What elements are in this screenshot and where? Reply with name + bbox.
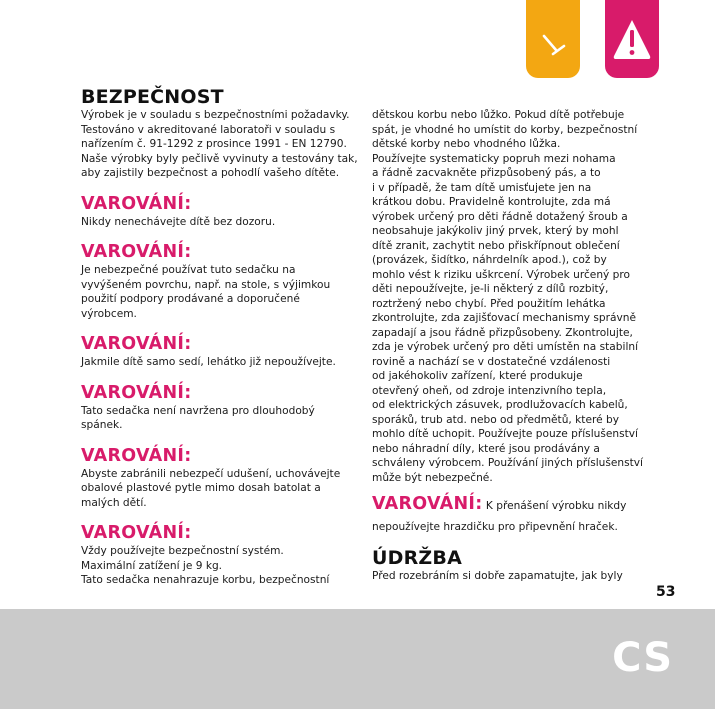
warning-block	[81, 522, 366, 588]
maintenance-section	[372, 547, 644, 584]
safety-intro: Výrobek je v souladu s bezpečnostními požadavky. Testováno v akreditované laboratoři v souladu s nařízením č. 91-1292 z prosince 1991 - EN 12790. Naše výrobky byly pečlivě vyvinuty a testovány tak, aby zajistily bezpečnost a pohodlí vašeho dítěte.	[81, 109, 358, 179]
warning-text: K přenášení výrobku nikdy nepoužívejte hrazdičku pro připevnění hraček.	[372, 500, 627, 533]
warning-text: Vždy používejte bezpečnostní systém. Maximální zatížení je 9 kg. Tato sedačka nenahrazuje korbu, bezpečnostní	[81, 545, 330, 586]
maintenance-text: Před rozebráním si dobře zapamatujte, jak byly	[372, 569, 623, 582]
warning-text: Abyste zabránili nebezpečí udušení, uchovávejte obalové plastové pytle mimo dosah batolat a malých dětí.	[81, 467, 341, 509]
final-warning-block	[372, 493, 644, 535]
safety-heading: BEZPEČNOST	[81, 86, 224, 108]
warning-tab	[605, 0, 659, 78]
continuation-block	[372, 108, 644, 485]
warning-text: Nikdy nenechávejte dítě bez dozoru.	[81, 215, 276, 228]
warning-title: VAROVÁNÍ:	[81, 523, 192, 543]
maintenance-heading: ÚDRŽBA	[372, 546, 462, 569]
warning-block	[81, 193, 366, 230]
page-number: 53	[656, 584, 676, 600]
warning-text: Je nebezpečné používat tuto sedačku na vyvýšeném povrchu, např. na stole, s výjimkou použití podpory prodávané a doporučené výrobcem.	[81, 264, 331, 320]
language-code: CS	[612, 635, 673, 681]
warning-block	[81, 241, 366, 321]
warning-title: VAROVÁNÍ:	[81, 334, 192, 354]
warning-icon	[605, 0, 659, 78]
warning-title: VAROVÁNÍ:	[81, 445, 192, 466]
warning-title: VAROVÁNÍ:	[81, 382, 192, 403]
warning-title: VAROVÁNÍ:	[81, 193, 192, 214]
safety-section	[81, 86, 366, 181]
warning-block	[81, 382, 366, 433]
continuation-text: dětskou korbu nebo lůžko. Pokud dítě potřebuje spát, je vhodné ho umístit do korby, bezpečnostní dětské korby nebo vhodného lůžka. Používejte systematicky popruh mezi nohama a řádně zacvakněte přizpůsobený pás, a to i v případě, že tam dítě umisťujete jen na krátkou dobu. Pravidelně kontrolujte, zda má výrobek určený pro děti řádně dotažený šroub a neobsahuje jakýkoliv jiný prvek, který by mohl dítě zranit, zachytit nebo přiskřípnout oblečení (provázek, šidítko, náhrdelník apod.), což by mohlo vést k riziku uškrcení. Výrobek určený pro děti nepoužívejte, je-li některý z dílů rozbitý, roztržený nebo chybí. Před použitím lehátka zkontrolujte, zda zajišťovací mechanismy správně zapadají a jsou řádně přizpůsobeny. Zkontrolujte, zda je výrobek určený pro děti umístěn na stabilní rovině a nachází se v dostatečné vzdálenosti od jakéhokoliv zařízení, které produkuje otevřený oheň, od zdroje intenzivního tepla, od elektrických zásuvek, prodlužovacích kabelů, sporáků, trub atd. nebo od předmětů, které by mohlo dítě uchopit. Používejte pouze příslušenství nebo náhradní díly, které jsou prodávány a schváleny výrobcem. Používání jiných příslušenství může být nebezpečné.	[372, 109, 644, 484]
warning-block	[81, 445, 366, 511]
warning-text: Jakmile dítě samo sedí, lehátko již nepoužívejte.	[81, 356, 336, 368]
warning-title: VAROVÁNÍ:	[372, 494, 483, 514]
warning-block	[81, 333, 366, 370]
warning-title: VAROVÁNÍ:	[81, 242, 192, 262]
right-column	[372, 108, 644, 595]
warning-text: Tato sedačka není navržena pro dlouhodobý spánek.	[81, 404, 315, 431]
footer-band	[0, 609, 715, 709]
left-column	[81, 86, 366, 600]
tools-icon	[526, 0, 580, 78]
tools-tab	[526, 0, 580, 78]
